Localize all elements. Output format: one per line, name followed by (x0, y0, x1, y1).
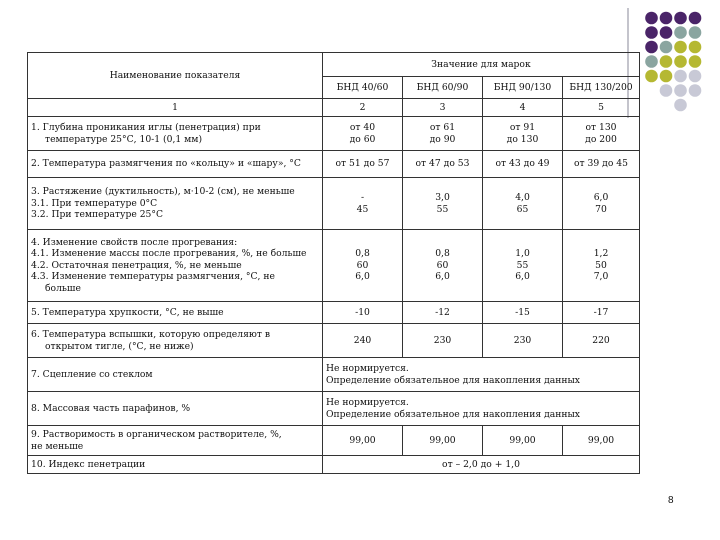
decorative-dot (645, 55, 658, 68)
value-cell: 220 (563, 324, 640, 358)
value-line: 55 (436, 203, 449, 215)
value-line: Не нормируется. (326, 363, 409, 374)
page-number: 8 (668, 495, 674, 506)
value-cell: 240 (323, 324, 403, 358)
param-cell (28, 426, 323, 456)
param-cell (28, 151, 323, 178)
table-row (28, 302, 640, 324)
param-line: 2. Температура размягчения по «кольцу» и «шару», °С (31, 158, 301, 170)
value-line: до 200 (585, 133, 617, 145)
value-line: - (360, 192, 365, 203)
value-cell-merged (323, 358, 640, 392)
grade-header: БНД 40/60 (323, 77, 403, 99)
table-row (28, 178, 640, 230)
decorative-dot (660, 41, 673, 54)
value-line: от 91 (509, 122, 536, 133)
value-line: от 40 (349, 122, 376, 133)
value-cell (403, 117, 483, 151)
decorative-dot (660, 55, 673, 68)
table-row (28, 426, 640, 456)
col-number: 2 (323, 99, 403, 117)
value-cell-merged (323, 392, 640, 426)
param-line: открытом тигле, (°С, не ниже) (45, 340, 194, 352)
value-cell: -17 (563, 302, 640, 324)
table-row (28, 151, 640, 178)
grade-header: БНД 130/200 (563, 77, 640, 99)
value-cell: -15 (483, 302, 563, 324)
value-cell: 230 (403, 324, 483, 358)
value-line: 6,0 (515, 271, 530, 283)
value-line: Определение обязательное для накопления данных (326, 374, 580, 386)
decorative-dot (660, 26, 673, 39)
value-line: 4,0 (515, 192, 530, 203)
header-values: Значение для марок (323, 53, 640, 77)
param-line: 4.1. Изменение массы после прогревания, %, не больше (31, 248, 307, 260)
table-row (28, 456, 640, 474)
param-line: 9. Растворимость в органическом растворителе, %, (31, 429, 282, 440)
decorative-dot (645, 70, 658, 83)
value-line: до 90 (429, 133, 456, 145)
param-cell: 10. Индекс пенетрации (28, 456, 323, 474)
param-line: 3. Растяжение (дуктильность), м·10-2 (см), не меньше (31, 186, 295, 198)
value-line: 6,0 (435, 271, 450, 283)
col-number: 4 (483, 99, 563, 117)
value-line: 7,0 (593, 271, 609, 283)
value-line: 0,8 (435, 248, 450, 260)
value-line: Определение обязательное для накопления данных (326, 408, 580, 420)
value-line: 50 (595, 259, 607, 271)
value-line: 6,0 (593, 192, 609, 203)
decorative-dot (689, 84, 702, 97)
value-line: 70 (595, 203, 607, 215)
value-cell (563, 230, 640, 302)
header-row-1 (28, 53, 640, 77)
value-cell: от 39 до 45 (563, 151, 640, 178)
value-line: от 61 (429, 122, 456, 133)
value-cell: от 51 до 57 (323, 151, 403, 178)
value-line: до 130 (506, 133, 539, 145)
value-cell: от 43 до 49 (483, 151, 563, 178)
decorative-dot (689, 55, 702, 68)
value-cell: 99,00 (483, 426, 563, 456)
table-row (28, 324, 640, 358)
decorative-dot (660, 12, 673, 25)
param-line: 5. Температура хрупкости, °С, не выше (31, 306, 224, 318)
grade-header: БНД 90/130 (483, 77, 563, 99)
value-line: 65 (516, 203, 529, 215)
value-cell (323, 178, 403, 230)
decorative-dot (674, 55, 687, 68)
param-line: 3.1. При температуре 0°С (31, 197, 158, 209)
col-number: 5 (563, 99, 640, 117)
header-param: Наименование показателя (28, 53, 323, 99)
param-line: 4.2. Остаточная пенетрация, %, не меньше (31, 259, 242, 271)
table-row (28, 392, 640, 426)
value-cell (323, 230, 403, 302)
decorative-dot (660, 70, 673, 83)
param-cell (28, 324, 323, 358)
param-line: 4.3. Изменение температуры размягчения, °С, не (31, 271, 275, 283)
value-line: от 130 (585, 122, 617, 133)
decorative-dot (674, 26, 687, 39)
param-line: не меньше (31, 440, 84, 452)
value-cell: 99,00 (323, 426, 403, 456)
table-row (28, 358, 640, 392)
param-cell (28, 178, 323, 230)
value-cell (563, 117, 640, 151)
decorative-dot (674, 99, 687, 112)
table-row (28, 230, 640, 302)
decorative-dot (674, 12, 687, 25)
param-cell (28, 117, 323, 151)
param-line: 1. Глубина проникания иглы (пенетрация) при (31, 122, 261, 133)
decorative-dot (674, 70, 687, 83)
param-cell: 8. Массовая часть парафинов, % (28, 392, 323, 426)
decorative-dot (674, 84, 687, 97)
value-line: 1,0 (515, 248, 530, 260)
decorative-dot (660, 84, 673, 97)
value-line: 0,8 (355, 248, 370, 260)
value-line: 60 (356, 259, 369, 271)
param-line: 4. Изменение свойств после прогревания: (31, 236, 238, 248)
value-cell (483, 230, 563, 302)
decorative-dot (674, 41, 687, 54)
value-line: 3,0 (435, 192, 450, 203)
value-cell: 230 (483, 324, 563, 358)
column-number-row (28, 99, 640, 117)
param-cell: 7. Сцепление со стеклом (28, 358, 323, 392)
param-line: больше (45, 282, 81, 294)
value-cell: -10 (323, 302, 403, 324)
col-number: 3 (403, 99, 483, 117)
decorative-dot (689, 70, 702, 83)
param-line: 6. Температура вспышки, которую определяют в (31, 329, 271, 340)
value-line: Не нормируется. (326, 397, 409, 408)
value-line: 6,0 (355, 271, 370, 283)
param-line: температуре 25°С, 10-1 (0,1 мм) (45, 133, 203, 145)
value-line: 60 (436, 259, 449, 271)
table-row (28, 117, 640, 151)
value-cell (563, 178, 640, 230)
value-cell-merged: от – 2,0 до + 1,0 (323, 456, 640, 474)
decorative-dot (645, 26, 658, 39)
value-cell: 99,00 (563, 426, 640, 456)
value-line: 45 (356, 203, 369, 215)
value-cell: -12 (403, 302, 483, 324)
col-number: 1 (28, 99, 323, 117)
param-cell (28, 302, 323, 324)
value-cell (403, 178, 483, 230)
value-cell (403, 230, 483, 302)
decorative-dot (689, 41, 702, 54)
decorative-dot (645, 41, 658, 54)
decorative-dot (689, 26, 702, 39)
value-line: 55 (516, 259, 529, 271)
param-line: 3.2. При температуре 25°С (31, 209, 164, 221)
value-cell (323, 117, 403, 151)
decorative-dot (645, 12, 658, 25)
value-cell: от 47 до 53 (403, 151, 483, 178)
value-line: 1,2 (593, 248, 609, 260)
value-cell: 99,00 (403, 426, 483, 456)
decorative-dot (689, 12, 702, 25)
param-cell (28, 230, 323, 302)
bitumen-spec-table (27, 52, 640, 474)
value-cell (483, 178, 563, 230)
value-line: до 60 (349, 133, 376, 145)
value-cell (483, 117, 563, 151)
grade-header: БНД 60/90 (403, 77, 483, 99)
